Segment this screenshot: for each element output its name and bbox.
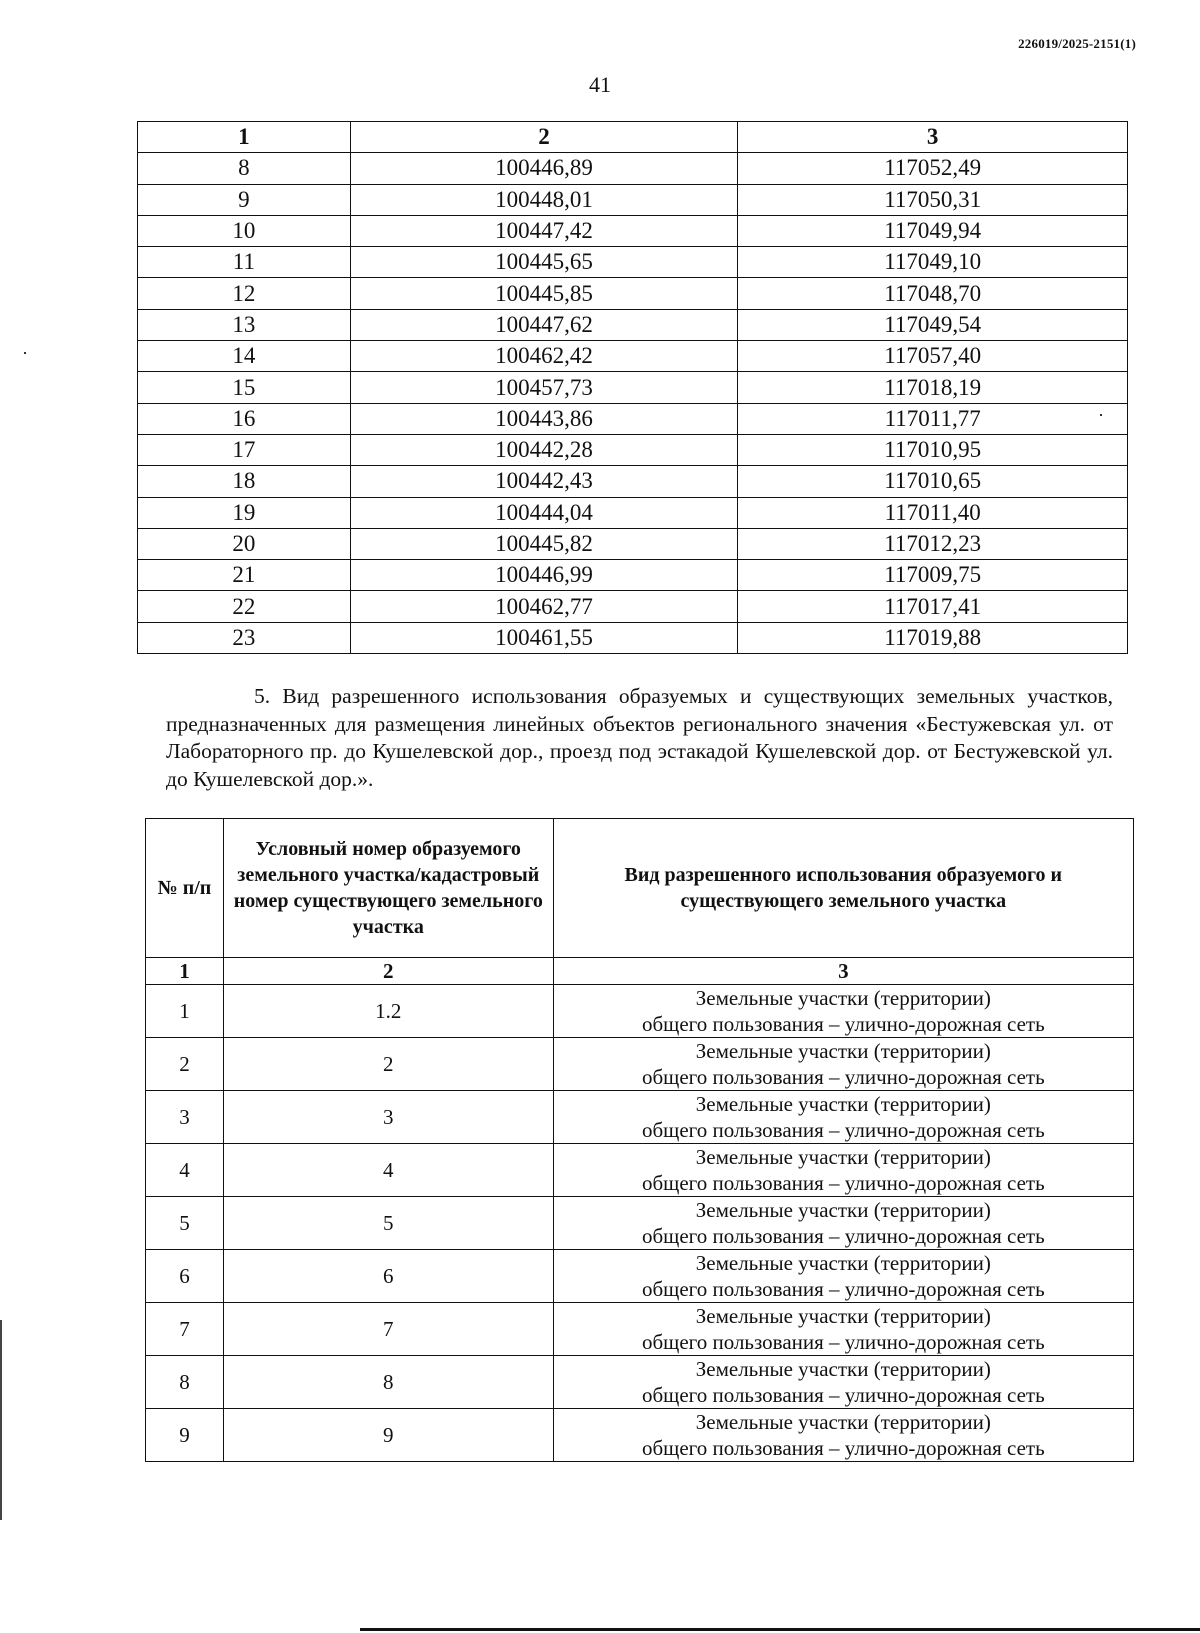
use-type-cell — [553, 1409, 1133, 1462]
y-coordinate-cell: 117010,95 — [738, 434, 1128, 465]
use-type-line-1: Земельные участки (территории) — [695, 1092, 991, 1116]
point-number-cell: 16 — [138, 403, 351, 434]
x-coordinate-cell: 100444,04 — [350, 497, 738, 528]
land-use-row — [146, 1250, 1134, 1303]
point-number-cell: 19 — [138, 497, 351, 528]
row-number-cell: 9 — [146, 1409, 224, 1462]
x-coordinate-cell: 100445,82 — [350, 528, 738, 559]
scan-bottom-line — [360, 1628, 1200, 1631]
use-type-cell — [553, 1197, 1133, 1250]
scan-speck — [24, 352, 26, 354]
point-number-cell: 17 — [138, 434, 351, 465]
plot-id-cell: 5 — [223, 1197, 553, 1250]
point-number-cell: 11 — [138, 247, 351, 278]
row-number-cell: 6 — [146, 1250, 224, 1303]
point-number-cell: 22 — [138, 591, 351, 622]
row-number-cell: 8 — [146, 1356, 224, 1409]
row-number-cell: 3 — [146, 1091, 224, 1144]
coordinates-row — [138, 341, 1128, 372]
row-number-cell: 1 — [146, 985, 224, 1038]
scan-edge-mark — [0, 1320, 2, 1520]
x-coordinate-cell: 100446,89 — [350, 153, 738, 184]
y-coordinate-cell: 117009,75 — [738, 560, 1128, 591]
point-number-cell: 10 — [138, 215, 351, 246]
y-coordinate-cell: 117057,40 — [738, 341, 1128, 372]
use-type-line-2: общего пользования – улично-дорожная сеть — [641, 1224, 1045, 1248]
y-coordinate-cell: 117012,23 — [738, 528, 1128, 559]
use-type-cell — [553, 1091, 1133, 1144]
x-coordinate-cell: 100443,86 — [350, 403, 738, 434]
y-coordinate-cell: 117018,19 — [738, 372, 1128, 403]
plot-id-cell: 7 — [223, 1303, 553, 1356]
use-type-cell — [553, 1144, 1133, 1197]
page-number: 41 — [589, 72, 611, 97]
coordinates-row — [138, 215, 1128, 246]
scan-speck — [1100, 414, 1102, 416]
coordinates-header-cell: 1 — [138, 122, 351, 153]
use-type-line-1: Земельные участки (территории) — [695, 1039, 991, 1063]
x-coordinate-cell: 100448,01 — [350, 184, 738, 215]
y-coordinate-cell: 117017,41 — [738, 591, 1128, 622]
y-coordinate-cell: 117049,54 — [738, 309, 1128, 340]
coordinates-row — [138, 247, 1128, 278]
plot-id-cell: 6 — [223, 1250, 553, 1303]
land-use-row — [146, 985, 1134, 1038]
plot-id-cell: 4 — [223, 1144, 553, 1197]
coordinates-row — [138, 622, 1128, 653]
use-type-line-2: общего пользования – улично-дорожная сеть — [641, 1118, 1045, 1142]
x-coordinate-cell: 100462,42 — [350, 341, 738, 372]
column-header-number: № п/п — [146, 819, 224, 958]
point-number-cell: 21 — [138, 560, 351, 591]
coordinates-row — [138, 528, 1128, 559]
coordinates-row — [138, 403, 1128, 434]
use-type-cell — [553, 1356, 1133, 1409]
x-coordinate-cell: 100462,77 — [350, 591, 738, 622]
x-coordinate-cell: 100447,42 — [350, 215, 738, 246]
point-number-cell: 23 — [138, 622, 351, 653]
use-type-line-2: общего пользования – улично-дорожная сеть — [641, 1436, 1045, 1460]
use-type-line-1: Земельные участки (территории) — [695, 986, 991, 1010]
y-coordinate-cell: 117010,65 — [738, 466, 1128, 497]
point-number-cell: 13 — [138, 309, 351, 340]
use-type-cell — [553, 1303, 1133, 1356]
y-coordinate-cell: 117048,70 — [738, 278, 1128, 309]
row-number-cell: 4 — [146, 1144, 224, 1197]
y-coordinate-cell: 117011,40 — [738, 497, 1128, 528]
row-number-cell: 7 — [146, 1303, 224, 1356]
point-number-cell: 14 — [138, 341, 351, 372]
y-coordinate-cell: 117050,31 — [738, 184, 1128, 215]
y-coordinate-cell: 117052,49 — [738, 153, 1128, 184]
y-coordinate-cell: 117049,10 — [738, 247, 1128, 278]
row-number-cell: 2 — [146, 1038, 224, 1091]
x-coordinate-cell: 100445,65 — [350, 247, 738, 278]
land-use-header-row — [146, 819, 1134, 958]
use-type-line-1: Земельные участки (территории) — [695, 1410, 991, 1434]
column-number-row — [146, 958, 1134, 985]
coordinates-row — [138, 591, 1128, 622]
point-number-cell: 9 — [138, 184, 351, 215]
y-coordinate-cell: 117019,88 — [738, 622, 1128, 653]
point-number-cell: 12 — [138, 278, 351, 309]
use-type-line-2: общего пользования – улично-дорожная сеть — [641, 1383, 1045, 1407]
point-number-cell: 15 — [138, 372, 351, 403]
land-use-row — [146, 1038, 1134, 1091]
use-type-line-1: Земельные участки (территории) — [695, 1198, 991, 1222]
use-type-line-2: общего пользования – улично-дорожная сеть — [641, 1277, 1045, 1301]
plot-id-cell: 3 — [223, 1091, 553, 1144]
column-number-cell: 1 — [146, 958, 224, 985]
coordinates-row — [138, 309, 1128, 340]
x-coordinate-cell: 100446,99 — [350, 560, 738, 591]
use-type-cell — [553, 985, 1133, 1038]
use-type-line-1: Земельные участки (территории) — [695, 1304, 991, 1328]
row-number-cell: 5 — [146, 1197, 224, 1250]
y-coordinate-cell: 117049,94 — [738, 215, 1128, 246]
land-use-table — [145, 818, 1134, 1462]
column-number-cell: 3 — [553, 958, 1133, 985]
coordinates-header-row — [138, 122, 1128, 153]
x-coordinate-cell: 100461,55 — [350, 622, 738, 653]
coordinates-row — [138, 434, 1128, 465]
land-use-row — [146, 1144, 1134, 1197]
coordinates-row — [138, 560, 1128, 591]
coordinates-row — [138, 153, 1128, 184]
x-coordinate-cell: 100457,73 — [350, 372, 738, 403]
plot-id-cell: 1.2 — [223, 985, 553, 1038]
column-header-use-type: Вид разрешенного использования образуемого и существующего земельного участка — [553, 819, 1133, 958]
x-coordinate-cell: 100442,28 — [350, 434, 738, 465]
coordinates-row — [138, 497, 1128, 528]
y-coordinate-cell: 117011,77 — [738, 403, 1128, 434]
land-use-row — [146, 1409, 1134, 1462]
coordinates-row — [138, 184, 1128, 215]
x-coordinate-cell: 100442,43 — [350, 466, 738, 497]
coordinates-row — [138, 372, 1128, 403]
x-coordinate-cell: 100447,62 — [350, 309, 738, 340]
plot-id-cell: 2 — [223, 1038, 553, 1091]
use-type-cell — [553, 1038, 1133, 1091]
use-type-line-2: общего пользования – улично-дорожная сеть — [641, 1330, 1045, 1354]
point-number-cell: 18 — [138, 466, 351, 497]
coordinates-row — [138, 466, 1128, 497]
column-header-plot-id: Условный номер образуемого земельного участка/кадастровый номер существующего земельного участка — [223, 819, 553, 958]
use-type-line-1: Земельные участки (территории) — [695, 1357, 991, 1381]
coordinates-row — [138, 278, 1128, 309]
use-type-line-2: общего пользования – улично-дорожная сеть — [641, 1171, 1045, 1195]
point-number-cell: 8 — [138, 153, 351, 184]
land-use-row — [146, 1197, 1134, 1250]
use-type-line-2: общего пользования – улично-дорожная сеть — [641, 1065, 1045, 1089]
land-use-row — [146, 1091, 1134, 1144]
point-number-cell: 20 — [138, 528, 351, 559]
plot-id-cell: 8 — [223, 1356, 553, 1409]
use-type-line-1: Земельные участки (территории) — [695, 1251, 991, 1275]
x-coordinate-cell: 100445,85 — [350, 278, 738, 309]
coordinates-header-cell: 3 — [738, 122, 1128, 153]
coordinates-header-cell: 2 — [350, 122, 738, 153]
coordinates-table — [137, 121, 1128, 654]
land-use-row — [146, 1303, 1134, 1356]
land-use-row — [146, 1356, 1134, 1409]
use-type-cell — [553, 1250, 1133, 1303]
section-5-paragraph: 5. Вид разрешенного использования образуемых и существующих земельных участков, предназначенных для размещения линейных объектов регионального значения «Бестужевская ул. от Лабораторного пр. до Кушелевской дор., проезд под эстакадой Кушелевской дор. от Бестужевской ул. до Кушелевской дор.». — [166, 684, 1113, 791]
use-type-line-2: общего пользования – улично-дорожная сеть — [641, 1012, 1045, 1036]
column-number-cell: 2 — [223, 958, 553, 985]
document-number: 226019/2025-2151(1) — [1018, 36, 1136, 51]
use-type-line-1: Земельные участки (территории) — [695, 1145, 991, 1169]
plot-id-cell: 9 — [223, 1409, 553, 1462]
